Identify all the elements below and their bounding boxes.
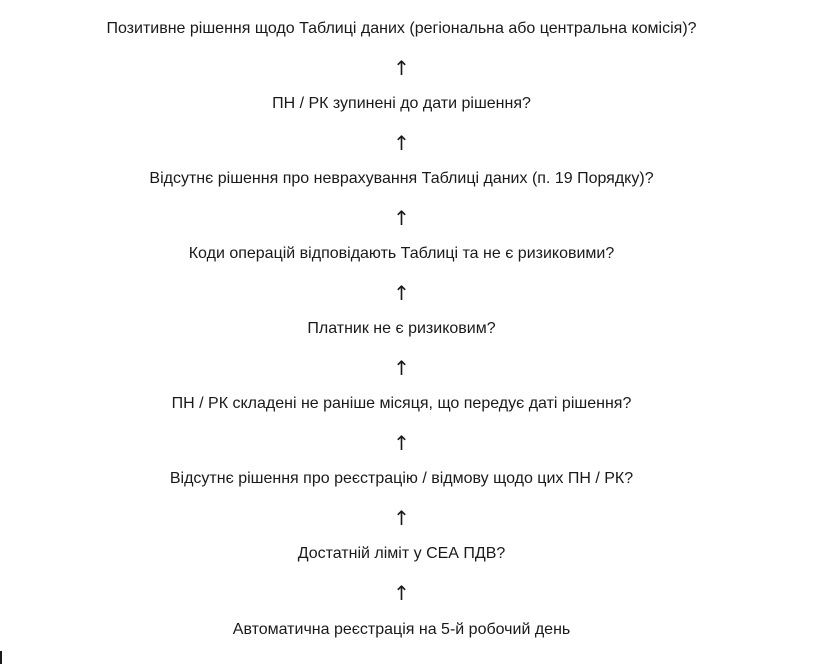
up-arrow-icon: ↑ — [393, 56, 410, 80]
up-arrow-icon: ↑ — [393, 206, 410, 230]
step-sufficient-limit: Достатній ліміт у СЕА ПДВ? — [297, 545, 506, 562]
step-operation-codes-match: Коди операцій відповідають Таблиці та не є ризиковими? — [188, 245, 615, 262]
up-arrow-icon: ↑ — [393, 131, 410, 155]
up-arrow-icon: ↑ — [393, 581, 410, 605]
up-arrow-icon: ↑ — [393, 281, 410, 305]
up-arrow-icon: ↑ — [393, 506, 410, 530]
up-arrow-icon: ↑ — [393, 431, 410, 455]
step-positive-decision: Позитивне рішення щодо Таблиці даних (регіональна або центральна комісія)? — [106, 20, 697, 37]
step-payer-not-risky: Платник не є ризиковим? — [307, 320, 496, 337]
step-no-registration-decision: Відсутнє рішення про реєстрацію / відмову щодо цих ПН / РК? — [169, 470, 634, 487]
up-arrow-icon: ↑ — [393, 356, 410, 380]
step-no-non-consideration-decision: Відсутнє рішення про неврахування Таблиці даних (п. 19 Порядку)? — [149, 170, 654, 187]
step-automatic-registration: Автоматична реєстрація на 5-й робочий день — [232, 621, 571, 638]
step-suspended-until-decision: ПН / РК зупинені до дати рішення? — [272, 95, 531, 112]
step-issued-not-earlier: ПН / РК складені не раніше місяця, що передує даті рішення? — [171, 395, 632, 412]
text-cursor — [0, 651, 2, 664]
